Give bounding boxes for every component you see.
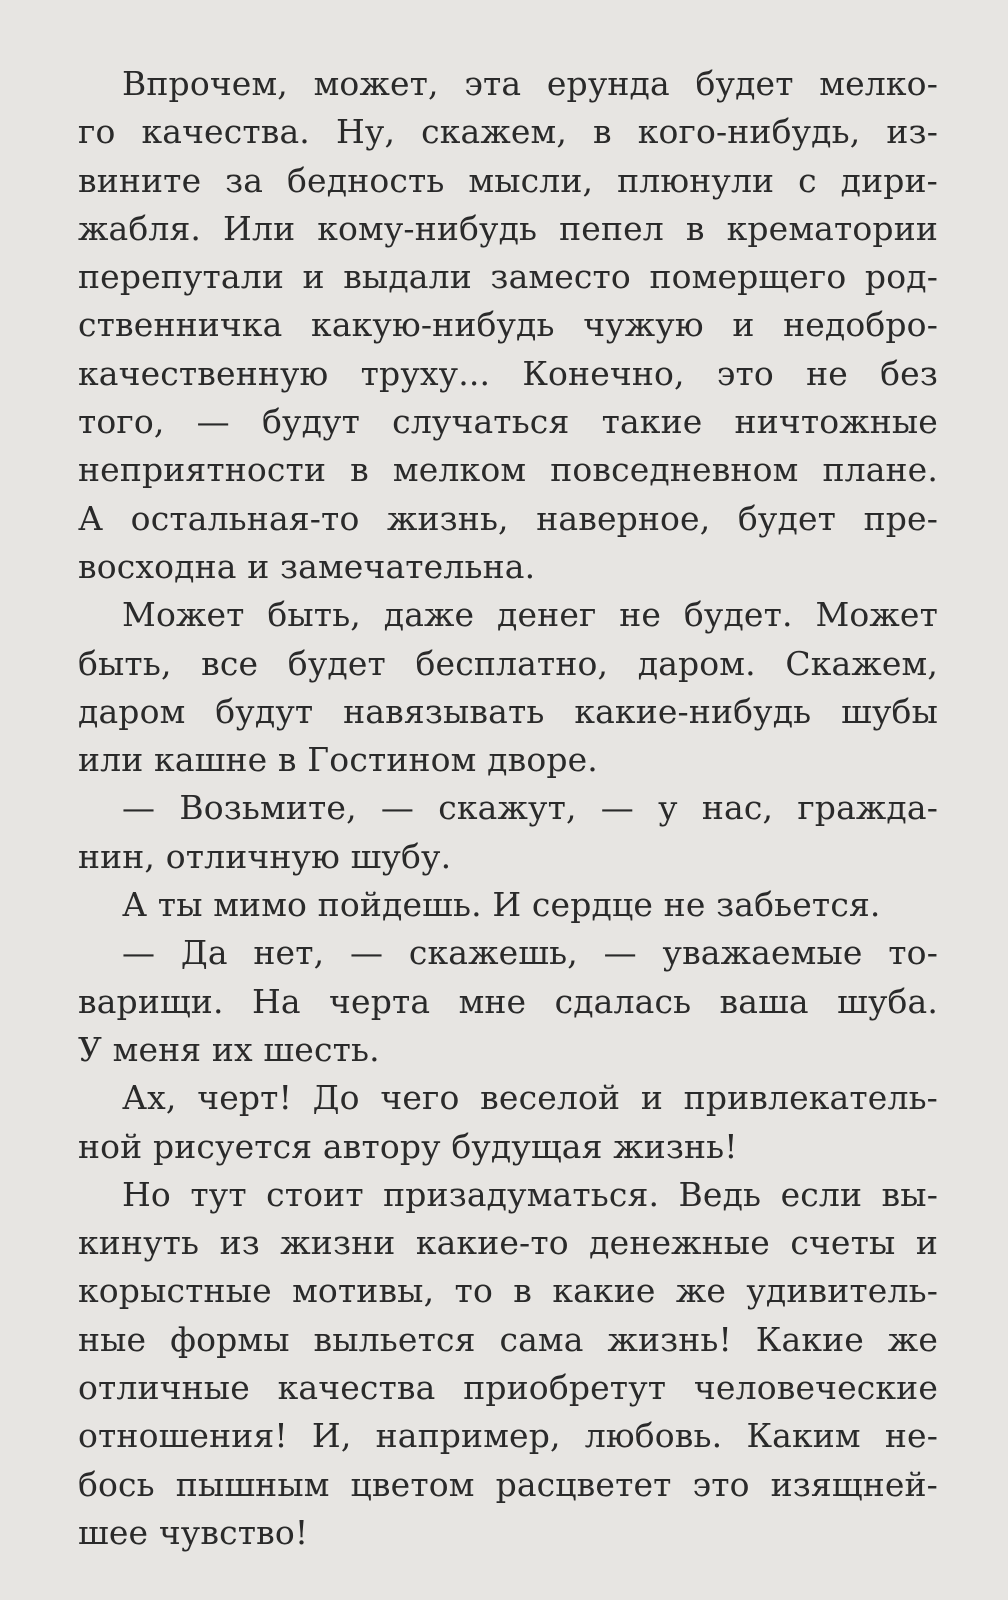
text-line: А ты мимо пойдешь. И сердце не забьется. (122, 885, 881, 925)
text-line: А остальная-то жизнь, наверное, будет пре- (78, 498, 938, 538)
paragraph (78, 591, 938, 784)
text-line: шее чувство! (78, 1512, 309, 1552)
text-line: Впрочем, может, эта ерунда будет мелко- (122, 64, 938, 103)
text-line: Но тут стоит призадуматься. Ведь если вы- (122, 1174, 938, 1214)
text-line: восходна и замечательна. (78, 546, 536, 586)
text-line: нин, отличную шубу. (78, 836, 452, 876)
text-line: кинуть из жизни какие-то денежные счеты и (78, 1223, 938, 1263)
paragraph (78, 1074, 938, 1171)
text-line: жабля. Или кому-нибудь пепел в крематории (78, 208, 938, 248)
body-text (78, 60, 938, 1557)
text-line: корыстные мотивы, то в какие же удивитель- (78, 1271, 938, 1311)
paragraph (78, 881, 938, 929)
text-line: даром будут навязывать какие-нибудь шубы (78, 691, 938, 731)
paragraph (78, 784, 938, 881)
text-line: вините за бедность мысли, плюнули с дири- (78, 160, 938, 200)
text-line: того, — будут случаться такие ничтожные (78, 402, 938, 442)
text-line: Может быть, даже денег не будет. Может (122, 595, 938, 635)
text-line: или кашне в Гостином дворе. (78, 740, 598, 780)
text-line: — Возьмите, — скажут, — у нас, гражда- (122, 788, 938, 828)
text-line: бось пышным цветом расцветет это изящней- (78, 1464, 938, 1504)
text-line: отношения! И, например, любовь. Каким не- (78, 1416, 938, 1456)
text-line: ственничка какую-нибудь чужую и недобро- (78, 305, 938, 345)
paragraph (78, 60, 938, 591)
text-line: У меня их шесть. (78, 1029, 380, 1069)
paragraph (78, 1171, 938, 1557)
text-line: качественную труху... Конечно, это не без (78, 353, 938, 393)
text-line: ной рисуется автору будущая жизнь! (78, 1126, 738, 1166)
text-line: перепутали и выдали заместо померщего род- (78, 257, 938, 297)
text-line: варищи. На черта мне сдалась ваша шуба. (78, 981, 938, 1021)
text-line: отличные качества приобретут человеческие (78, 1368, 938, 1408)
paragraph (78, 929, 938, 1074)
text-line: неприятности в мелком повседневном плане. (78, 450, 938, 490)
text-line: ные формы выльется сама жизнь! Какие же (78, 1319, 938, 1359)
text-line: быть, все будет бесплатно, даром. Скажем, (78, 643, 938, 683)
text-line: го качества. Ну, скажем, в кого-нибудь, из- (78, 112, 938, 152)
text-line: — Да нет, — скажешь, — уважаемые то- (122, 933, 938, 973)
text-line: Ах, черт! До чего веселой и привлекатель- (122, 1078, 938, 1118)
